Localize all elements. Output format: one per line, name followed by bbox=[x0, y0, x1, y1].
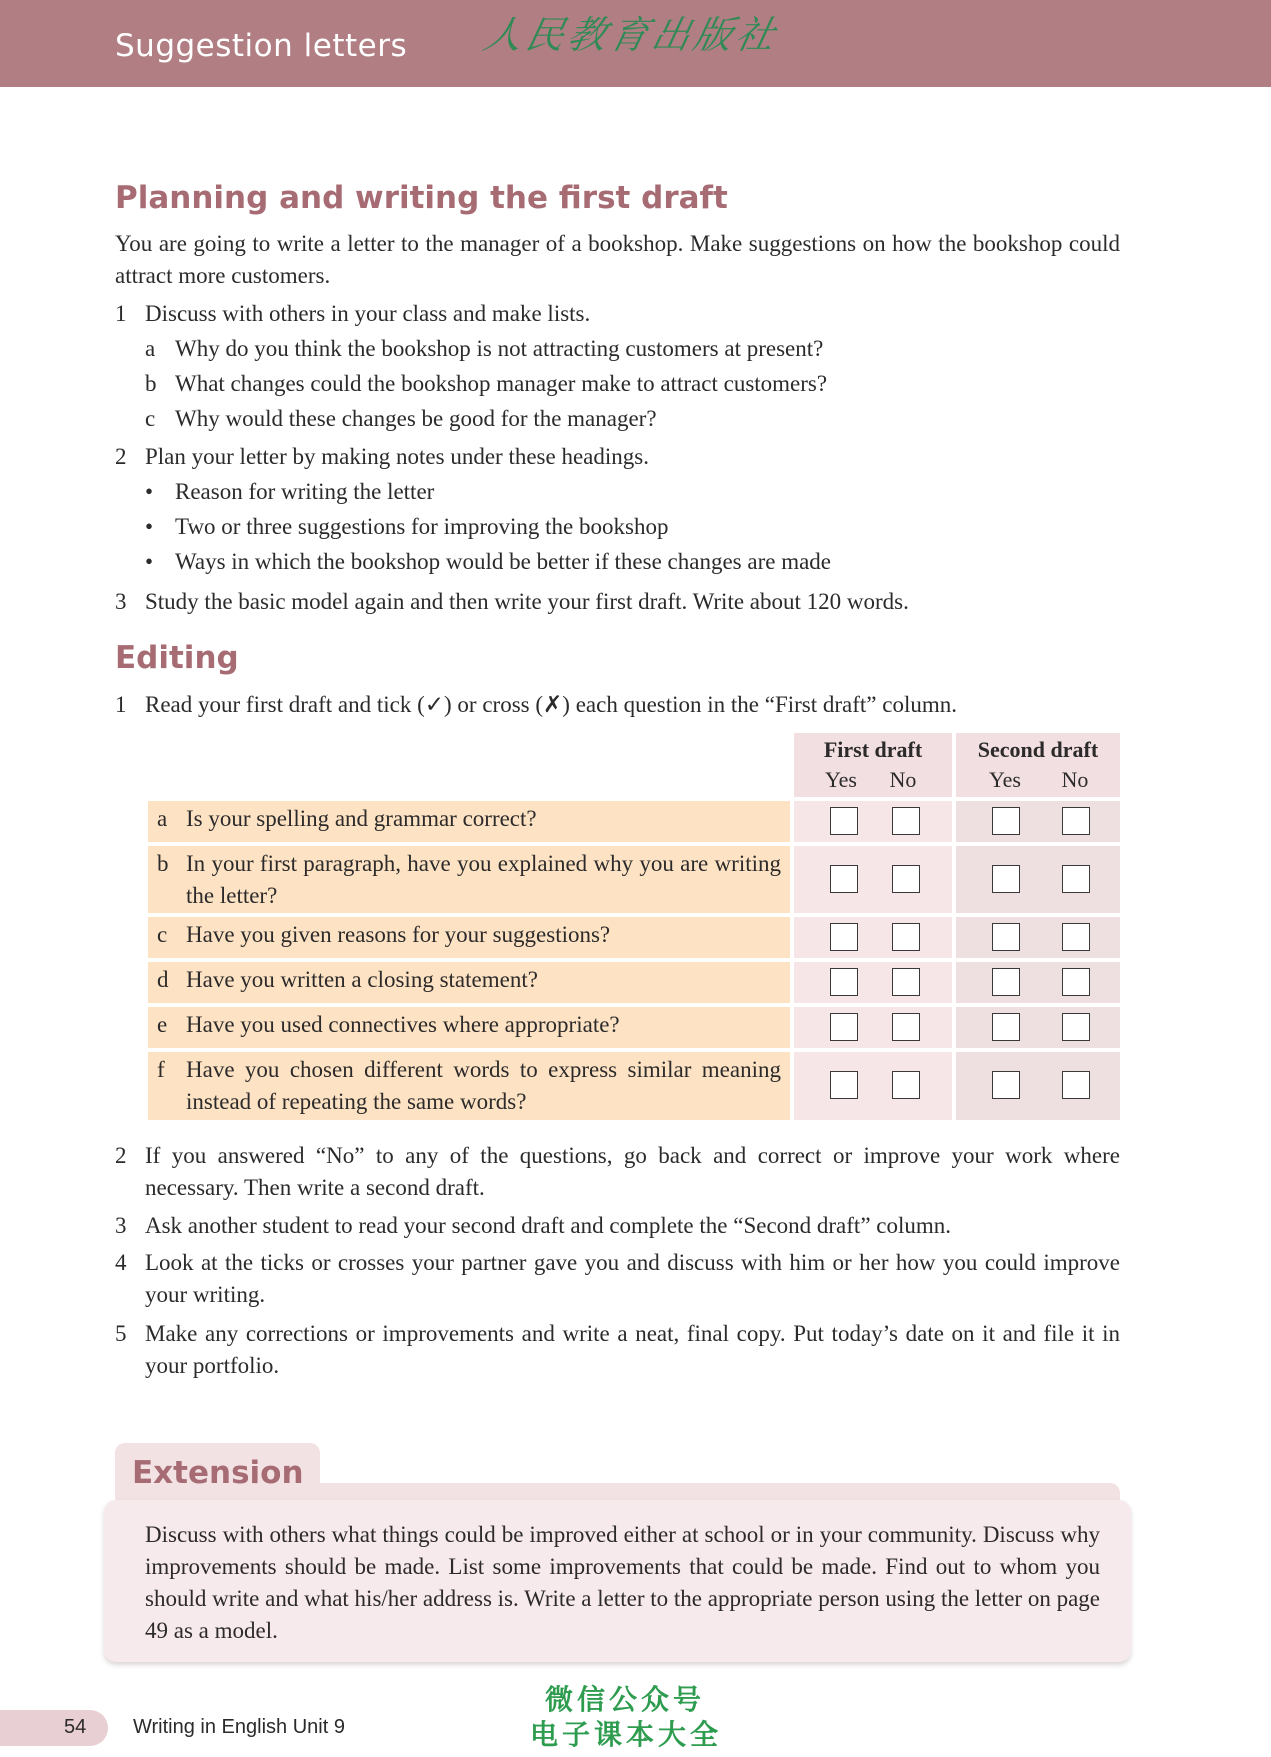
first-draft-cell bbox=[794, 1052, 952, 1120]
question-cell bbox=[148, 1052, 790, 1120]
first-draft-no-checkbox[interactable] bbox=[892, 1071, 920, 1099]
first-draft-no-checkbox[interactable] bbox=[892, 1013, 920, 1041]
second-draft-no-checkbox[interactable] bbox=[1062, 807, 1090, 835]
step-number: 1 bbox=[115, 301, 127, 326]
row-question: Have you chosen different words to express similar meaning instead of repeating the same words? bbox=[186, 1057, 781, 1114]
row-letter: b bbox=[157, 851, 169, 876]
first-draft-title: First draft bbox=[823, 737, 923, 762]
step-number: 5 bbox=[115, 1321, 127, 1346]
second-draft-no-checkbox[interactable] bbox=[1062, 1013, 1090, 1041]
bullet-text: Ways in which the bookshop would be better if these changes are made bbox=[175, 549, 832, 574]
checklist-row bbox=[148, 1007, 1120, 1048]
second-draft-header bbox=[956, 733, 1120, 797]
second-draft-no-label: No bbox=[1061, 767, 1089, 792]
step-text: Discuss with others in your class and make lists. bbox=[145, 301, 591, 326]
question-cell bbox=[148, 917, 790, 958]
second-draft-cell bbox=[956, 1052, 1120, 1120]
second-draft-yes-label: Yes bbox=[988, 767, 1021, 792]
watermark-line-2: 电子课本大全 bbox=[530, 1718, 723, 1751]
second-draft-cell bbox=[956, 846, 1120, 913]
row-letter: c bbox=[157, 922, 168, 947]
second-draft-no-checkbox[interactable] bbox=[1062, 923, 1090, 951]
first-draft-cell bbox=[794, 917, 952, 958]
row-letter: a bbox=[157, 806, 168, 831]
first-draft-yes-checkbox[interactable] bbox=[830, 865, 858, 893]
row-letter: e bbox=[157, 1012, 168, 1037]
question-letter: c bbox=[145, 406, 156, 431]
step-text: Ask another student to read your second draft and complete the “Second draft” column. bbox=[145, 1213, 952, 1238]
step-text: Look at the ticks or crosses your partner gave you and discuss with him or her how you could improve your writing. bbox=[145, 1250, 1120, 1307]
checklist-row bbox=[148, 962, 1120, 1003]
row-question: In your first paragraph, have you explained why you are writing the letter? bbox=[186, 851, 781, 908]
first-draft-cell bbox=[794, 1007, 952, 1048]
watermark-line-1: 微信公众号 bbox=[545, 1683, 706, 1716]
bullet-icon: • bbox=[145, 549, 154, 574]
step-text: Make any corrections or improvements and write a neat, final copy. Put today’s date on it and file it in your portfolio. bbox=[145, 1321, 1120, 1378]
planning-heading: Planning and writing the first draft bbox=[115, 180, 728, 216]
second-draft-no-checkbox[interactable] bbox=[1062, 968, 1090, 996]
second-draft-yes-checkbox[interactable] bbox=[992, 865, 1020, 893]
step-number: 2 bbox=[115, 444, 127, 469]
second-draft-title: Second draft bbox=[977, 737, 1099, 762]
row-question: Have you written a closing statement? bbox=[186, 967, 538, 992]
header-title: Suggestion letters bbox=[115, 28, 408, 64]
footer-unit-label: Writing in English Unit 9 bbox=[133, 1716, 345, 1738]
checklist-row bbox=[148, 846, 1120, 913]
second-draft-cell bbox=[956, 962, 1120, 1003]
first-draft-header bbox=[794, 733, 952, 797]
step-number: 4 bbox=[115, 1250, 127, 1275]
planning-intro: You are going to write a letter to the manager of a bookshop. Make suggestions on how the bookshop could attract more customers. bbox=[115, 231, 1120, 288]
step-text: Plan your letter by making notes under these headings. bbox=[145, 444, 649, 469]
second-draft-yes-checkbox[interactable] bbox=[992, 1013, 1020, 1041]
first-draft-yes-checkbox[interactable] bbox=[830, 1071, 858, 1099]
editing-heading: Editing bbox=[115, 640, 239, 676]
extension-heading: Extension bbox=[132, 1455, 304, 1491]
question-cell bbox=[148, 801, 790, 842]
step-number: 1 bbox=[115, 692, 127, 717]
first-draft-yes-checkbox[interactable] bbox=[830, 1013, 858, 1041]
checklist-row bbox=[148, 801, 1120, 842]
second-draft-yes-checkbox[interactable] bbox=[992, 923, 1020, 951]
checklist-row bbox=[148, 1052, 1120, 1120]
step-number: 3 bbox=[115, 1213, 127, 1238]
first-draft-yes-checkbox[interactable] bbox=[830, 968, 858, 996]
bullet-icon: • bbox=[145, 514, 154, 539]
second-draft-yes-checkbox[interactable] bbox=[992, 968, 1020, 996]
first-draft-yes-checkbox[interactable] bbox=[830, 923, 858, 951]
row-question: Is your spelling and grammar correct? bbox=[186, 806, 537, 831]
step-text: Study the basic model again and then write your first draft. Write about 120 words. bbox=[145, 589, 909, 614]
question-letter: a bbox=[145, 336, 156, 361]
first-draft-yes-checkbox[interactable] bbox=[830, 807, 858, 835]
first-draft-no-label: No bbox=[889, 767, 917, 792]
question-text: What changes could the bookshop manager make to attract customers? bbox=[175, 371, 828, 396]
first-draft-no-checkbox[interactable] bbox=[892, 807, 920, 835]
publisher-logo: 人民教育出版社 bbox=[479, 13, 783, 57]
second-draft-no-checkbox[interactable] bbox=[1062, 1071, 1090, 1099]
checklist-row bbox=[148, 917, 1120, 958]
step-number: 3 bbox=[115, 589, 127, 614]
second-draft-cell bbox=[956, 917, 1120, 958]
second-draft-yes-checkbox[interactable] bbox=[992, 807, 1020, 835]
first-draft-cell bbox=[794, 801, 952, 842]
question-cell bbox=[148, 846, 790, 913]
bullet-icon: • bbox=[145, 479, 154, 504]
first-draft-cell bbox=[794, 846, 952, 913]
step-number: 2 bbox=[115, 1143, 127, 1168]
step-text: If you answered “No” to any of the questions, go back and correct or improve your work where necessary. Then write a second draft. bbox=[145, 1143, 1120, 1200]
row-letter: d bbox=[157, 967, 169, 992]
row-question: Have you used connectives where appropriate? bbox=[186, 1012, 620, 1037]
question-letter: b bbox=[145, 371, 157, 396]
second-draft-cell bbox=[956, 1007, 1120, 1048]
first-draft-yes-label: Yes bbox=[824, 767, 857, 792]
second-draft-no-checkbox[interactable] bbox=[1062, 865, 1090, 893]
step-text: Read your first draft and tick (✓) or cross (✗) each question in the “First draft” column. bbox=[145, 692, 957, 717]
question-cell bbox=[148, 1007, 790, 1048]
page-number: 54 bbox=[64, 1716, 87, 1738]
first-draft-no-checkbox[interactable] bbox=[892, 968, 920, 996]
question-text: Why would these changes be good for the manager? bbox=[175, 406, 657, 431]
bullet-text: Reason for writing the letter bbox=[175, 479, 435, 504]
second-draft-cell bbox=[956, 801, 1120, 842]
page-number-tab bbox=[0, 1710, 108, 1746]
first-draft-no-checkbox[interactable] bbox=[892, 923, 920, 951]
first-draft-no-checkbox[interactable] bbox=[892, 865, 920, 893]
bullet-text: Two or three suggestions for improving the bookshop bbox=[175, 514, 669, 539]
extension-text: Discuss with others what things could be improved either at school or in your community. Discuss why improvements should be made. List some improvements that could be made. Find out to whom you should write and what his/her address is. Write a letter to the appropriate person using the letter on page 49 as a model. bbox=[145, 1522, 1100, 1643]
first-draft-cell bbox=[794, 962, 952, 1003]
row-letter: f bbox=[157, 1057, 165, 1082]
question-text: Why do you think the bookshop is not attracting customers at present? bbox=[175, 336, 824, 361]
second-draft-yes-checkbox[interactable] bbox=[992, 1071, 1020, 1099]
row-question: Have you given reasons for your suggestions? bbox=[186, 922, 611, 947]
question-cell bbox=[148, 962, 790, 1003]
